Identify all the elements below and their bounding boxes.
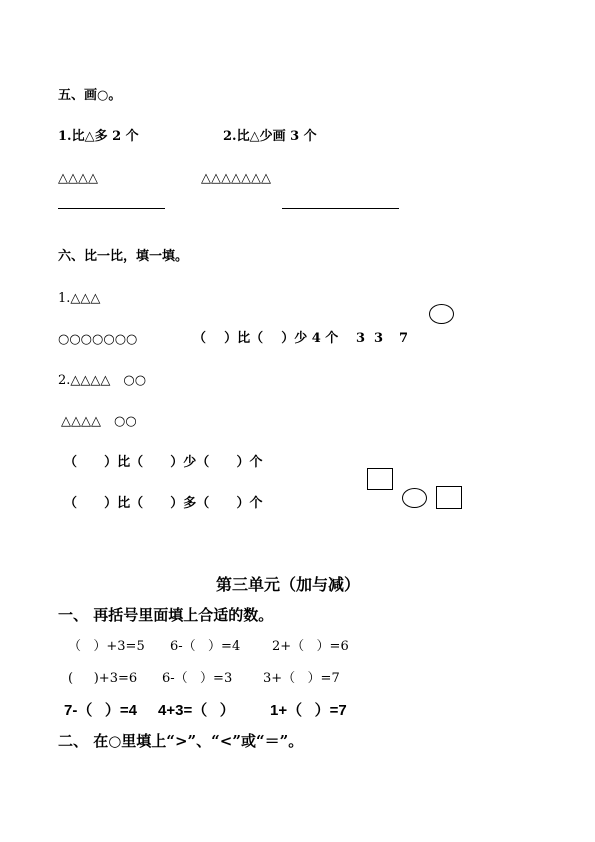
equation-r1-3: 2+（ ）=6 xyxy=(272,639,349,654)
section5-q2-label: 2.比△少画 3 个 xyxy=(223,129,317,144)
answer-line-q2[interactable] xyxy=(282,208,399,209)
equation-r3-1: 7-（ ）=4 xyxy=(64,702,137,719)
square-shape-2 xyxy=(436,486,462,509)
number-2: 3 xyxy=(374,331,384,346)
section6-q2-row1: 2.△△△△ ○○ xyxy=(58,373,147,388)
section6-q2-sentence1: （ ）比（ ）少（ ）个 xyxy=(64,455,263,470)
equation-r1-2: 6-（ ）=4 xyxy=(170,639,241,654)
section5-q1-label: 1.比△多 2 个 xyxy=(58,129,139,144)
equation-r2-1: ( )+3=6 xyxy=(68,671,138,686)
section5-heading: 五、画○。 xyxy=(58,88,122,103)
equation-r2-3: 3+（ ）=7 xyxy=(263,671,340,686)
number-1: 3 xyxy=(356,331,366,346)
circle-shape-2 xyxy=(402,488,427,508)
equation-r3-2: 4+3=（ ） xyxy=(158,702,235,719)
section5-q2-triangles: △△△△△△△ xyxy=(201,171,271,186)
square-shape-1 xyxy=(367,468,393,490)
unit3-part1-heading: 一、 再括号里面填上合适的数。 xyxy=(58,606,274,624)
circle-shape xyxy=(429,304,454,324)
unit3-title: 第三单元（加与减） xyxy=(216,575,361,594)
equation-r1-1: （ ）+3=5 xyxy=(68,639,145,654)
equation-r2-2: 6-（ ）=3 xyxy=(162,671,233,686)
unit3-part2-heading: 二、 在○里填上“>”、“<”或“＝”。 xyxy=(58,732,304,750)
section6-q1-row2: ○○○○○○○ xyxy=(58,332,138,347)
section6-q2-row2: △△△△ ○○ xyxy=(61,414,137,429)
equation-r3-3: 1+（ ）=7 xyxy=(270,702,347,719)
number-3: 7 xyxy=(399,331,409,346)
section5-q1-triangles: △△△△ xyxy=(58,171,98,186)
answer-line-q1[interactable] xyxy=(58,208,165,209)
section6-heading: 六、比一比，填一填。 xyxy=(58,249,189,264)
section6-q1-row1: 1.△△△ xyxy=(58,291,101,306)
section6-q1-sentence: （ ）比（ ）少 4 个 xyxy=(193,331,339,346)
section6-q2-sentence2: （ ）比（ ）多（ ）个 xyxy=(64,496,263,511)
